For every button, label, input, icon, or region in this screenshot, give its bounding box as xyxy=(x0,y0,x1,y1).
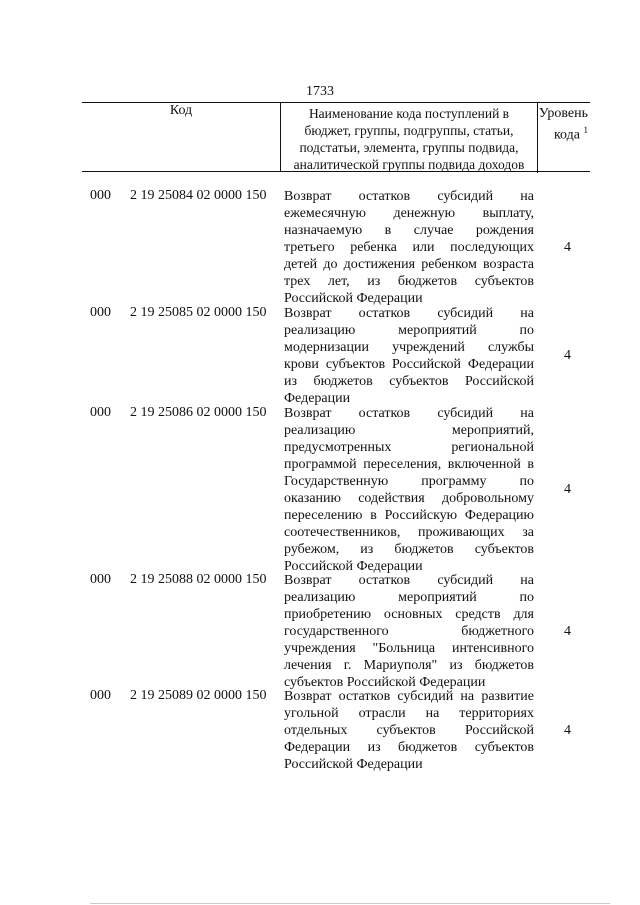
row-code: 2 19 25086 02 0000 150 xyxy=(130,405,267,420)
description-line: программой переселения, включенной в xyxy=(284,457,534,472)
header-name-line: бюджет, группы, подгруппы, статьи, xyxy=(304,123,514,138)
row-prefix: 000 xyxy=(90,405,111,420)
description-line: переселению в Российскую Федерацию xyxy=(284,508,534,523)
row-description xyxy=(284,688,534,773)
row-level: 4 xyxy=(564,723,571,738)
description-line: приобретению основных средств для xyxy=(284,607,534,622)
description-line: Государственную программу по xyxy=(284,474,534,489)
description-line: учреждения "Больница интенсивного xyxy=(284,641,534,656)
header-level-label: Уровень xyxy=(538,106,588,121)
description-line: реализацию мероприятий по xyxy=(284,590,534,605)
row-level: 4 xyxy=(564,348,571,363)
header-level xyxy=(538,103,590,173)
description-line: третьего ребенка или последующих xyxy=(284,240,534,255)
description-line: угольной отрасли на территориях xyxy=(284,706,534,721)
description-line: Возврат остатков субсидий на xyxy=(284,189,534,204)
description-line: назначаемую в случае рождения xyxy=(284,223,534,238)
header-name-line: Наименование кода поступлений в xyxy=(308,106,510,121)
row-code: 2 19 25084 02 0000 150 xyxy=(130,188,267,203)
page-number: 1733 xyxy=(306,84,334,99)
row-prefix: 000 xyxy=(90,688,111,703)
description-line: рубежом, из бюджетов субъектов xyxy=(284,542,534,557)
row-prefix: 000 xyxy=(90,188,111,203)
header-code: Код xyxy=(82,103,281,171)
description-line: отдельных субъектов Российской xyxy=(284,723,534,738)
page-edge-divider xyxy=(90,903,610,904)
row-code: 2 19 25089 02 0000 150 xyxy=(130,688,267,703)
description-line: лечения г. Мариуполя" из бюджетов xyxy=(284,658,534,673)
row-prefix: 000 xyxy=(90,572,111,587)
description-line: крови субъектов Российской Федерации xyxy=(284,357,534,372)
header-level-label2: кода $^1$ xyxy=(553,125,588,143)
description-line: Федерации из бюджетов субъектов xyxy=(284,740,534,755)
description-line: Российской Федерации xyxy=(284,291,423,306)
description-line: оказанию содействия добровольному xyxy=(284,491,534,506)
header-name-line: аналитической группы подвида доходов xyxy=(293,157,525,172)
footnote-marker: 1 xyxy=(583,125,588,135)
description-line: государственного бюджетного xyxy=(284,624,534,639)
description-line: Федерации xyxy=(284,391,351,406)
header-name-line: подстатьи, элемента, группы подвида, xyxy=(299,140,519,155)
row-prefix: 000 xyxy=(90,305,111,320)
row-code: 2 19 25085 02 0000 150 xyxy=(130,305,267,320)
row-description xyxy=(284,405,534,575)
description-line: предусмотренных региональной xyxy=(284,440,534,455)
description-line: Возврат остатков субсидий на xyxy=(284,573,534,588)
description-line: соотечественников, проживающих за xyxy=(284,525,534,540)
header-name xyxy=(281,103,538,173)
row-level: 4 xyxy=(564,624,571,639)
table-header xyxy=(82,102,590,172)
description-line: Возврат остатков субсидий на развитие xyxy=(284,689,534,704)
description-line: Российской Федерации xyxy=(284,757,423,772)
description-line: из бюджетов субъектов Российской xyxy=(284,374,534,389)
description-line: реализацию мероприятий по xyxy=(284,323,534,338)
row-code: 2 19 25088 02 0000 150 xyxy=(130,572,267,587)
description-line: субъектов Российской Федерации xyxy=(284,675,486,690)
description-line: Российской Федерации xyxy=(284,559,423,574)
description-line: модернизации учреждений службы xyxy=(284,340,534,355)
row-description xyxy=(284,305,534,407)
row-description xyxy=(284,188,534,307)
description-line: Возврат остатков субсидий на xyxy=(284,306,534,321)
description-line: реализацию мероприятий, xyxy=(284,423,534,438)
row-level: 4 xyxy=(564,482,571,497)
row-description xyxy=(284,572,534,691)
description-line: Возврат остатков субсидий на xyxy=(284,406,534,421)
description-line: ежемесячную денежную выплату, xyxy=(284,206,534,221)
row-level: 4 xyxy=(564,240,571,255)
description-line: трех лет, из бюджетов субъектов xyxy=(284,274,534,289)
description-line: детей до достижения ребенком возраста xyxy=(284,257,534,272)
